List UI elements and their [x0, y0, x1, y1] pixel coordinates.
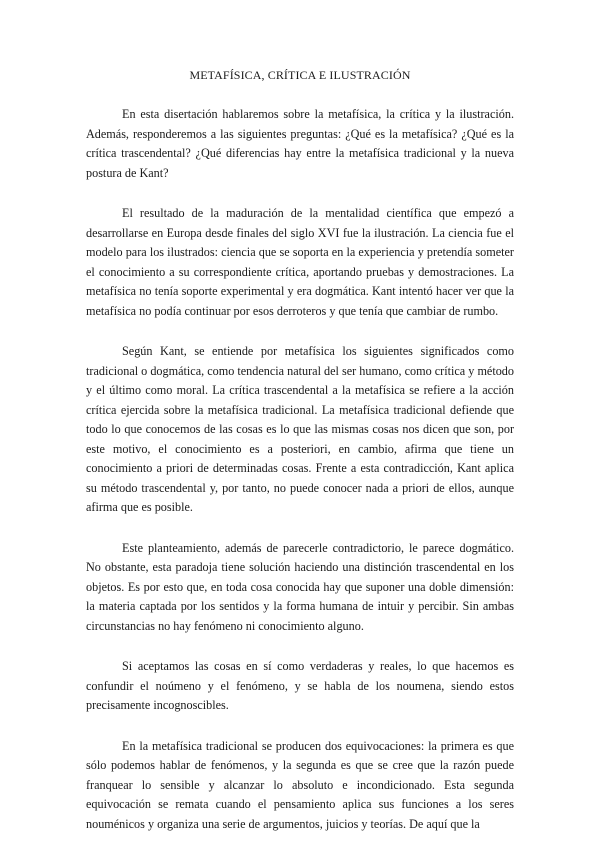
- paragraph-intro: En esta disertación hablaremos sobre la metafísica, la crítica y la ilustración. Además, responderemos a las siguientes preguntas: ¿Qué es la metafísica? ¿Qué es la crítica trascendental? ¿Qué diferencias hay entre la metafísica tradicional y la nueva postura de Kant?: [86, 107, 514, 180]
- paragraph-kant-metaphysics: Según Kant, se entiende por metafísica los siguientes significados como tradicional o dogmática, como tendencia natural del ser humano, como crítica y método y el último como moral. La crítica trascendental a la metafísica se refiere a la acción crítica ejercida sobre la metafísica tradicional. La metafísica tradicional defiende que todo lo que conocemos de las cosas es lo que las mismas cosas nos dicen que son, por este motivo, el conocimiento es a posteriori, en cambio, afirma que tiene un conocimiento a priori de determinadas cosas. Frente a esta contradicción, Kant aplica su método trascendental y, por tanto, no puede conocer nada a priori de ellos, aunque afirma que es posible.: [86, 344, 514, 514]
- paragraph-noumenon: Si aceptamos las cosas en sí como verdaderas y reales, lo que hacemos es confundir el noúmeno y el fenómeno, y se habla de los noumena, siendo estos precisamente incognoscibles.: [86, 659, 514, 712]
- paragraph-approach: Este planteamiento, además de parecerle contradictorio, le parece dogmático. No obstante, esta paradoja tiene solución haciendo una distinción trascendental en los objetos. Es por esto que, en toda cosa conocida hay que suponer una doble dimensión: la materia captada por los sentidos y la forma humana de intuir y percibir. Sin ambas circunstancias no hay fenómeno ni conocimiento alguno.: [86, 540, 514, 633]
- paragraph-equivocations: En la metafísica tradicional se producen dos equivocaciones: la primera es que sólo podemos hablar de fenómenos, y la segunda es que se cree que la razón puede franquear lo sensible y alcanzar lo absoluto e incondicionado. Esta segunda equivocación se remata cuando el pensamiento aplica sus funciones a los seres nouménicos y organiza una serie de argumentos, juicios y teorías. De aquí que la: [86, 738, 514, 831]
- paragraph-illustration: El resultado de la maduración de la mentalidad científica que empezó a desarrollarse en Europa desde finales del siglo XVI fue la ilustración. La ciencia fue el modelo para los ilustrados: ciencia que se soporta en la experiencia y pretendía someter el conocimiento a su correspondiente crítica, aportando pruebas y demostraciones. La metafísica no tenía soporte experimental y era dogmática. Kant intentó hacer ver que la metafísica no podía continuar por esos derroteros y que tenía que cambiar de rumbo.: [86, 206, 514, 318]
- document-title: METAFÍSICA, CRÍTICA E ILUSTRACIÓN: [189, 68, 411, 82]
